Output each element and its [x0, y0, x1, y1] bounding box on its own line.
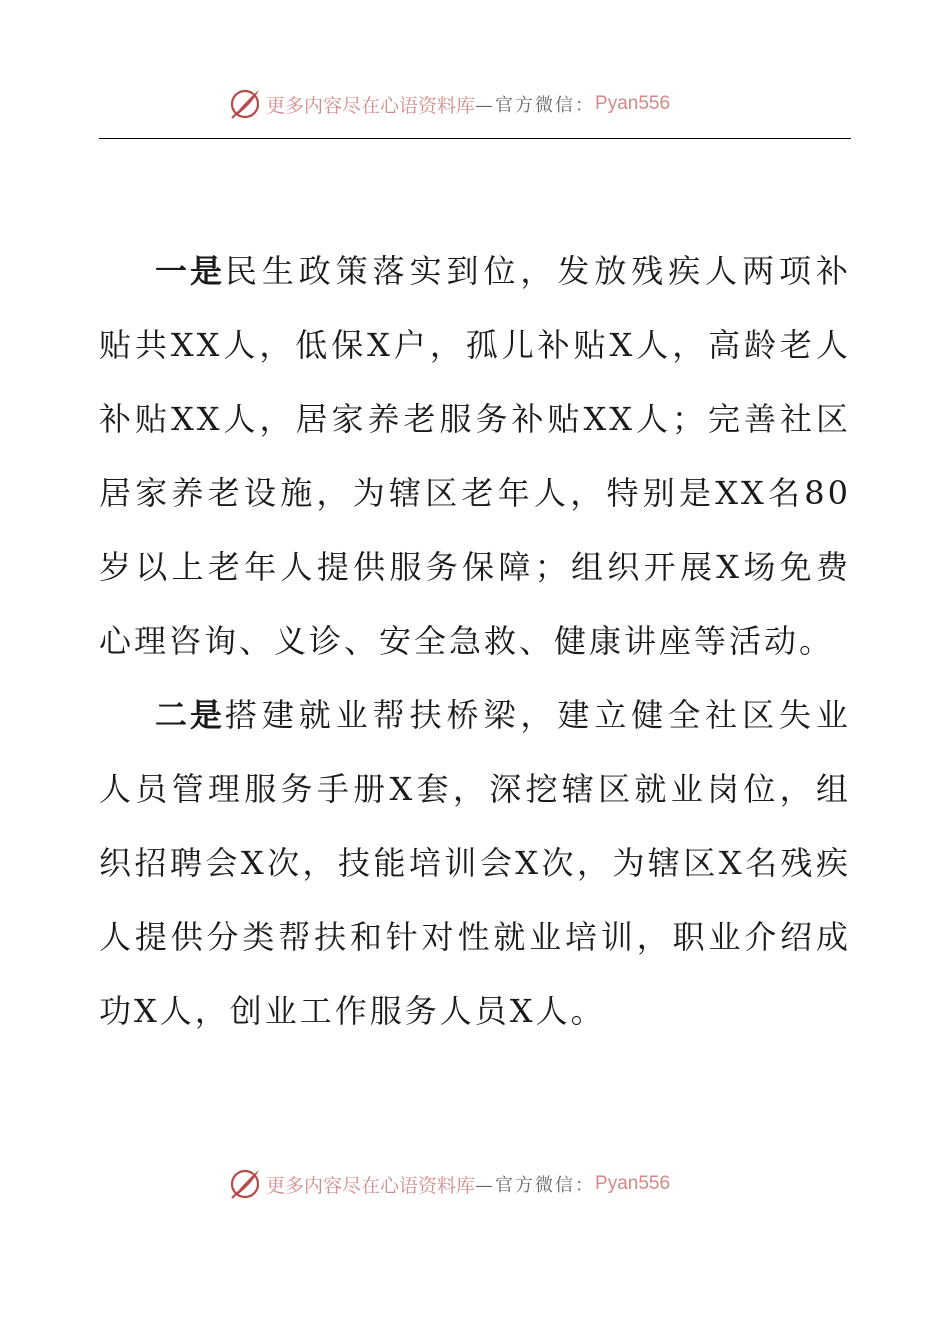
quill-pen-logo-icon	[228, 87, 262, 121]
site-name-text: 更多内容尽在心语资料库	[266, 94, 476, 117]
paragraph-2	[99, 678, 851, 1048]
footer-banner	[228, 1164, 670, 1204]
wechat-handle: Pyan556	[595, 1173, 671, 1194]
quill-pen-logo-icon	[228, 1167, 262, 1201]
header-banner	[228, 84, 670, 124]
paragraph-2-text: 搭建就业帮扶桥梁，建立健全社区失业人员管理服务手册X套，深挖辖区就业岗位，组织招聘会X次，技能培训会X次，为辖区X名残疾人提供分类帮扶和针对性就业培训，职业介绍成功X人，创业工作服务人员X人。	[99, 696, 851, 1030]
official-wechat-label: —官方微信：	[475, 1175, 596, 1196]
document-body	[99, 234, 851, 1048]
header-divider	[99, 138, 851, 139]
paragraph-1-lead: 一是	[155, 252, 225, 290]
paragraph-2-lead: 二是	[155, 696, 225, 734]
official-wechat-label: —官方微信：	[475, 95, 596, 116]
paragraph-1	[99, 234, 851, 678]
paragraph-1-text: 民生政策落实到位，发放残疾人两项补贴共XX人，低保X户，孤儿补贴X人，高龄老人补贴XX人，居家养老服务补贴XX人；完善社区居家养老设施，为辖区老年人，特别是XX名80岁以上老年人提供服务保障；组织开展X场免费心理咨询、义诊、安全急救、健康讲座等活动。	[99, 252, 851, 660]
site-name-text: 更多内容尽在心语资料库	[266, 1174, 476, 1197]
wechat-handle: Pyan556	[595, 93, 671, 114]
